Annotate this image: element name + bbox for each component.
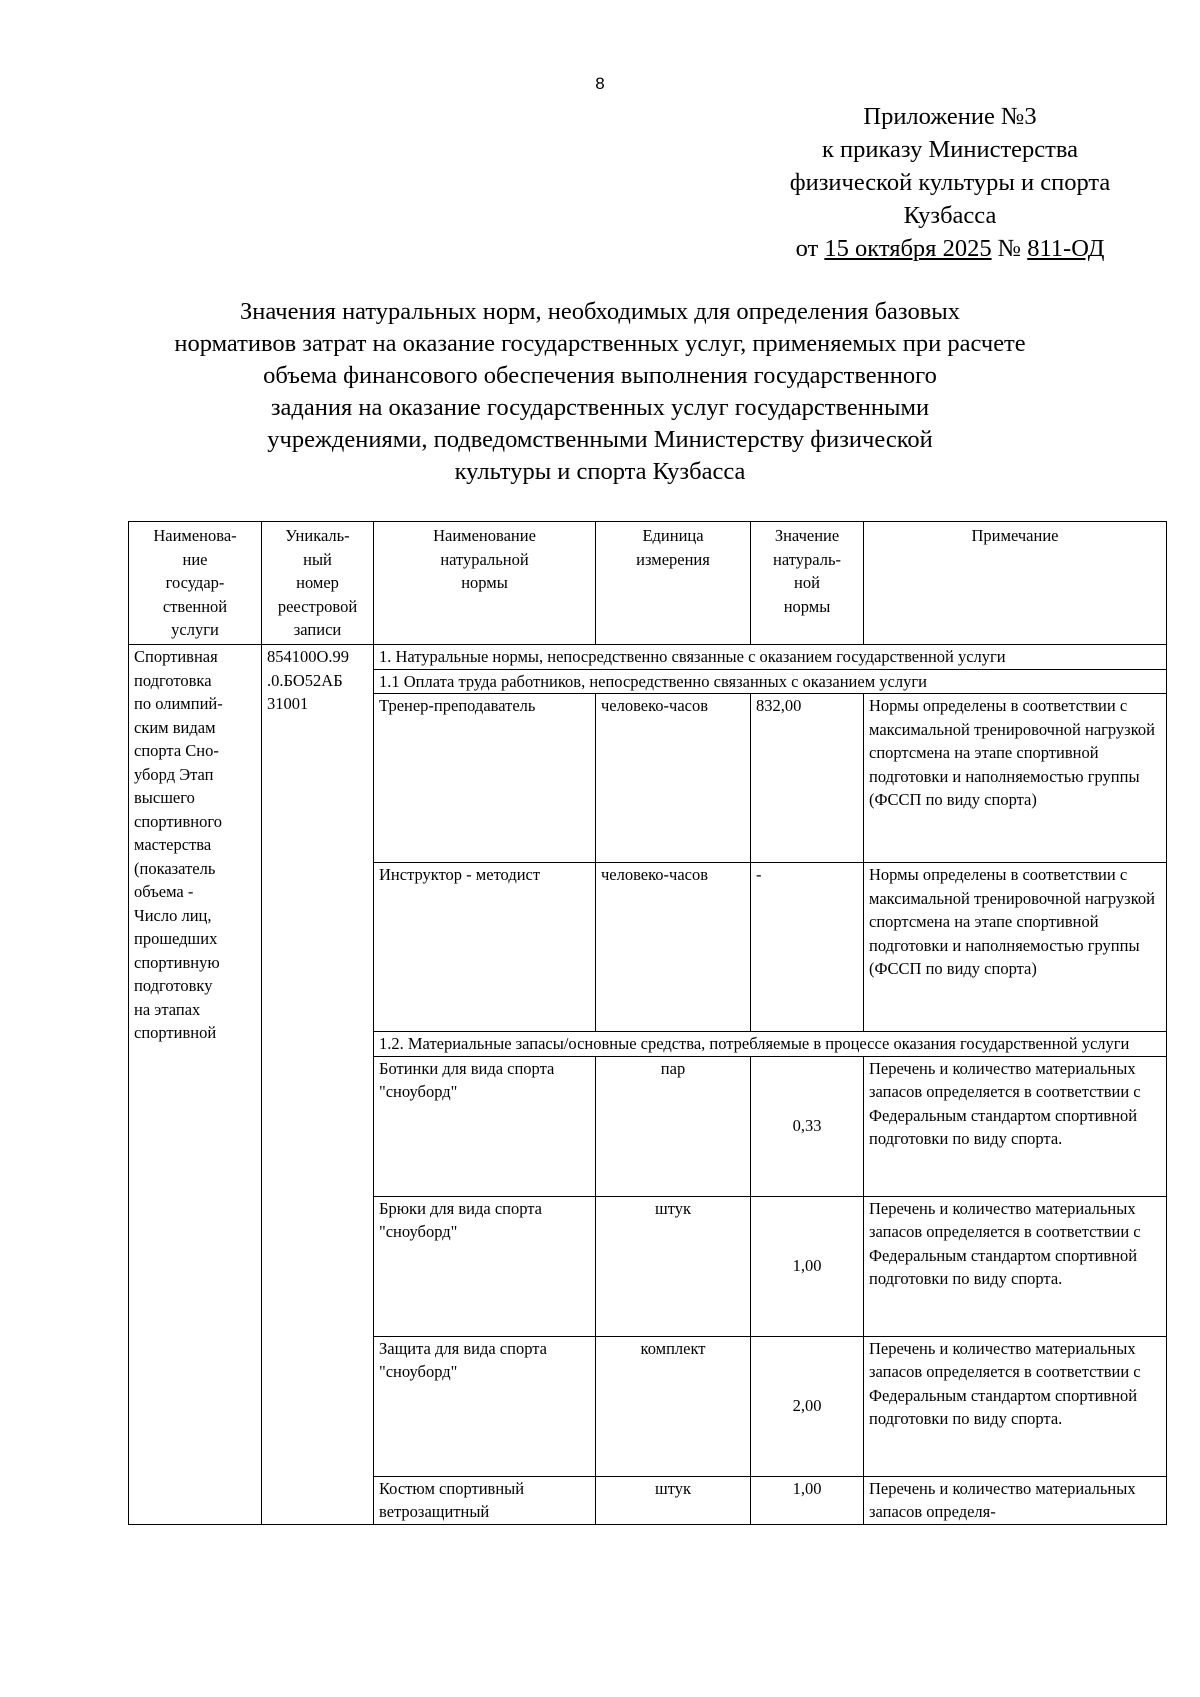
section-1-heading: 1. Натуральные нормы, непосредственно связанные с оказанием государственной услуги bbox=[374, 645, 1167, 670]
norm-name: Тренер-преподаватель bbox=[374, 694, 596, 863]
norm-value: 1,00 bbox=[751, 1196, 864, 1336]
norm-value: 0,33 bbox=[751, 1056, 864, 1196]
norm-unit: человеко-часов bbox=[596, 694, 751, 863]
subsection-1-1-heading: 1.1 Оплата труда работников, непосредственно связанных с оказанием услуги bbox=[374, 669, 1167, 694]
norm-name: Инструктор - методист bbox=[374, 863, 596, 1032]
norm-note: Нормы определены в соответствии с максимальной тренировочной нагрузкой спортсмена на этапе спортивной подготовки и наполняемостью группы (ФССП по виду спорта) bbox=[864, 863, 1167, 1032]
norm-note: Нормы определены в соответствии с максимальной тренировочной нагрузкой спортсмена на этапе спортивной подготовки и наполняемостью группы (ФССП по виду спорта) bbox=[864, 694, 1167, 863]
appendix-line-3: физической культуры и спорта bbox=[789, 169, 1111, 196]
date-prefix: от bbox=[795, 235, 819, 262]
service-name-cell: Спортивная подготовка по олимпий- ским видам спорта Сно- уборд Этап высшего спортивного мастерства (показатель объема - Число лиц, прошедших спортивную подготовку на этапах спортивной bbox=[129, 645, 262, 1525]
norm-note: Перечень и количество материальных запасов определяется в соответствии с Федеральным стандартом спортивной подготовки по виду спорта. bbox=[864, 1196, 1167, 1336]
norms-table bbox=[128, 521, 1167, 1525]
title-line-3: объема финансового обеспечения выполнения государственного bbox=[263, 362, 937, 389]
title-line-5: учреждениями, подведомственными Министерству физической bbox=[267, 426, 933, 453]
order-number: 811-ОД bbox=[1027, 235, 1105, 262]
norm-name: Костюм спортивный ветрозащитный bbox=[374, 1476, 596, 1524]
norm-name: Брюки для вида спорта "сноуборд" bbox=[374, 1196, 596, 1336]
header-note: Примечание bbox=[864, 522, 1167, 645]
header-service-name: Наименова- ние государ- ственной услуги bbox=[129, 522, 262, 645]
norm-name: Защита для вида спорта "сноуборд" bbox=[374, 1336, 596, 1476]
norm-value: - bbox=[751, 863, 864, 1032]
title-line-4: задания на оказание государственных услуг государственными bbox=[270, 394, 930, 421]
title-line-1: Значения натуральных норм, необходимых для определения базовых bbox=[239, 298, 960, 325]
norm-note: Перечень и количество материальных запасов определяется в соответствии с Федеральным стандартом спортивной подготовки по виду спорта. bbox=[864, 1336, 1167, 1476]
registry-number-cell: 854100О.99 .0.БО52АБ 31001 bbox=[262, 645, 374, 1525]
appendix-line-2: к приказу Министерства bbox=[822, 136, 1078, 163]
title-line-6: культуры и спорта Кузбасса bbox=[454, 458, 746, 485]
norm-value: 1,00 bbox=[751, 1476, 864, 1524]
document-title bbox=[0, 296, 1200, 488]
appendix-date-line bbox=[700, 232, 1200, 265]
norm-note: Перечень и количество материальных запасов определя- bbox=[864, 1476, 1167, 1524]
norm-unit: штук bbox=[596, 1476, 751, 1524]
header-norm-name: Наименование натуральной нормы bbox=[374, 522, 596, 645]
appendix-line-1: Приложение №3 bbox=[863, 103, 1037, 130]
table-header-row bbox=[129, 522, 1167, 645]
table-row bbox=[129, 645, 1167, 670]
title-line-2: нормативов затрат на оказание государственных услуг, применяемых при расчете bbox=[174, 330, 1026, 357]
page-number: 8 bbox=[595, 74, 605, 93]
header-unit: Единица измерения bbox=[596, 522, 751, 645]
norm-unit: штук bbox=[596, 1196, 751, 1336]
header-registry-number: Уникаль- ный номер реестровой записи bbox=[262, 522, 374, 645]
appendix-block bbox=[700, 100, 1200, 265]
norm-value: 832,00 bbox=[751, 694, 864, 863]
appendix-line-4: Кузбасса bbox=[903, 202, 997, 229]
order-date: 15 октября 2025 bbox=[824, 235, 992, 262]
norm-unit: человеко-часов bbox=[596, 863, 751, 1032]
norm-note: Перечень и количество материальных запасов определяется в соответствии с Федеральным стандартом спортивной подготовки по виду спорта. bbox=[864, 1056, 1167, 1196]
norm-name: Ботинки для вида спорта "сноуборд" bbox=[374, 1056, 596, 1196]
number-sign: № bbox=[997, 235, 1022, 262]
norm-unit: комплект bbox=[596, 1336, 751, 1476]
subsection-1-2-heading: 1.2. Материальные запасы/основные средства, потребляемые в процессе оказания государственной услуги bbox=[374, 1032, 1167, 1057]
norm-value: 2,00 bbox=[751, 1336, 864, 1476]
norm-unit: пар bbox=[596, 1056, 751, 1196]
header-value: Значение натураль- ной нормы bbox=[751, 522, 864, 645]
